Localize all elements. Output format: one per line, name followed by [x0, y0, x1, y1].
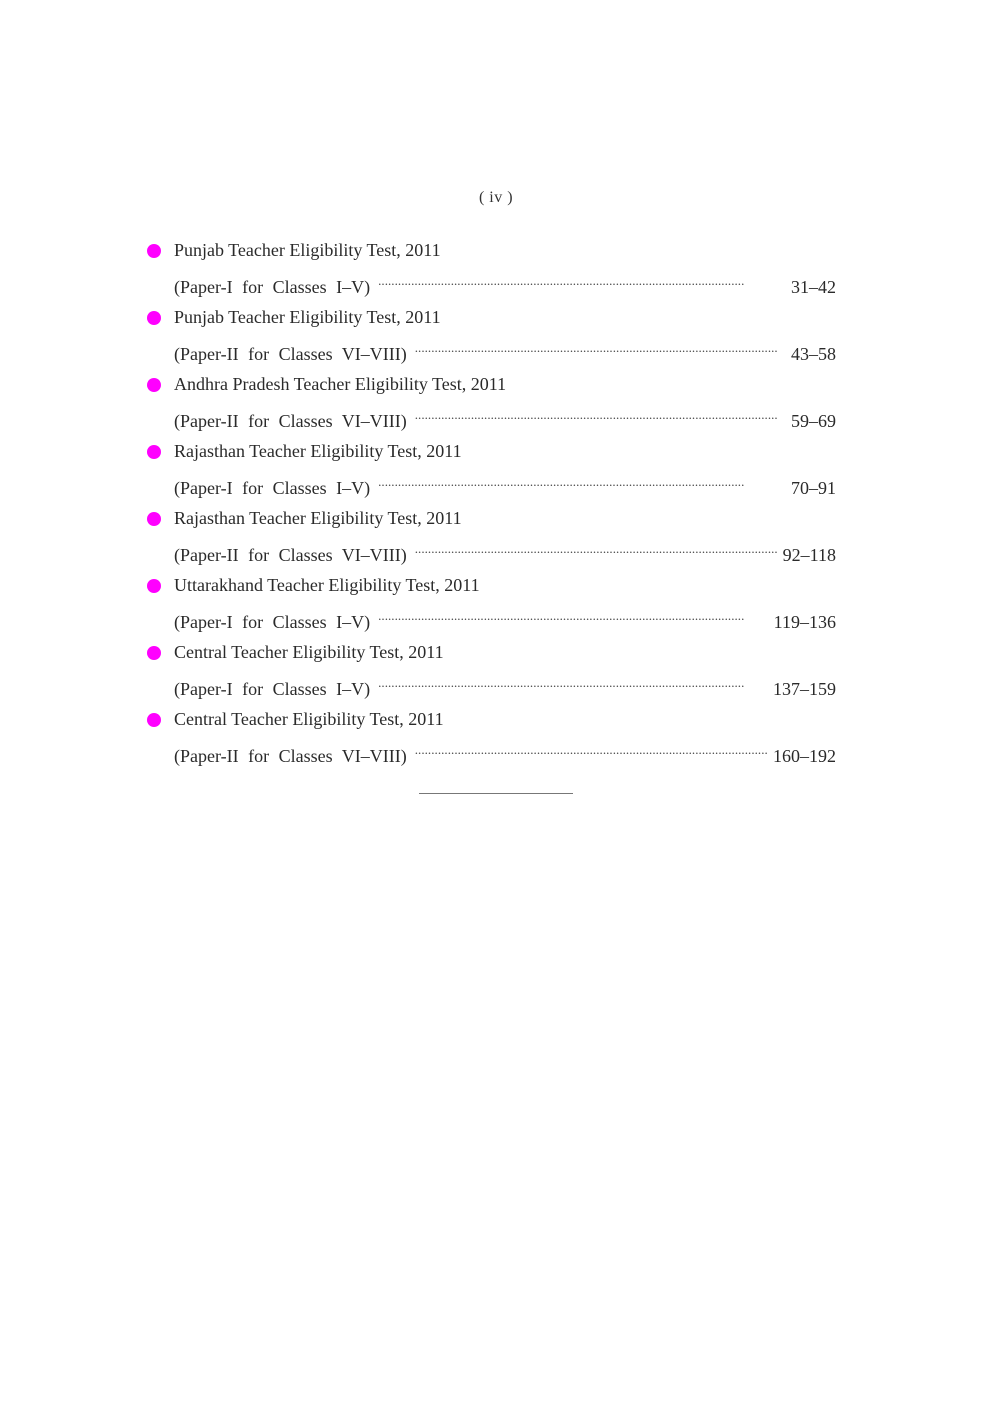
entry-title: Punjab Teacher Eligibility Test, 2011 [174, 240, 441, 260]
bullet-icon [147, 378, 161, 392]
toc-entry[interactable] [146, 370, 836, 437]
entry-subline [174, 336, 836, 364]
end-rule-divider [419, 793, 573, 794]
entry-subline [174, 269, 836, 297]
entry-title: Central Teacher Eligibility Test, 2011 [174, 642, 444, 662]
dot-leader [378, 604, 768, 628]
entry-subline [174, 738, 836, 766]
dot-leader [415, 403, 778, 427]
entry-pages: 59–69 [791, 411, 836, 431]
entry-pages: 31–42 [791, 277, 836, 297]
entry-paper: (Paper-II for Classes VI–VIII) [174, 344, 407, 364]
bullet-icon [147, 713, 161, 727]
entry-pages: 70–91 [791, 478, 836, 498]
bullet-icon [147, 244, 161, 258]
toc-entry[interactable] [146, 638, 836, 705]
entry-subline [174, 537, 836, 565]
entry-title: Uttarakhand Teacher Eligibility Test, 2011 [174, 575, 480, 595]
bullet-icon [147, 445, 161, 459]
table-of-contents [146, 236, 836, 772]
entry-paper: (Paper-I for Classes I–V) [174, 612, 371, 632]
dot-leader [415, 537, 777, 561]
entry-title: Andhra Pradesh Teacher Eligibility Test, 2011 [174, 374, 507, 394]
bullet-icon [147, 512, 161, 526]
entry-paper: (Paper-I for Classes I–V) [174, 679, 371, 699]
toc-entry[interactable] [146, 437, 836, 504]
entry-paper: (Paper-I for Classes I–V) [174, 478, 371, 498]
bullet-icon [147, 311, 161, 325]
entry-pages: 43–58 [791, 344, 836, 364]
dot-leader [415, 336, 778, 360]
toc-entry[interactable] [146, 504, 836, 571]
entry-pages: 160–192 [773, 746, 836, 766]
entry-paper: (Paper-II for Classes VI–VIII) [174, 545, 407, 565]
toc-entry[interactable] [146, 705, 836, 772]
entry-paper: (Paper-I for Classes I–V) [174, 277, 371, 297]
toc-entry[interactable] [146, 303, 836, 370]
toc-entry[interactable] [146, 236, 836, 303]
entry-subline [174, 671, 836, 699]
entry-paper: (Paper-II for Classes VI–VIII) [174, 411, 407, 431]
entry-pages: 137–159 [773, 679, 836, 699]
entry-subline [174, 403, 836, 431]
entry-subline [174, 604, 836, 632]
dot-leader [378, 269, 778, 293]
entry-title: Punjab Teacher Eligibility Test, 2011 [174, 307, 441, 327]
page-number: ( iv ) [478, 189, 514, 206]
bullet-icon [147, 646, 161, 660]
toc-entry[interactable] [146, 571, 836, 638]
dot-leader [378, 470, 778, 494]
bullet-icon [147, 579, 161, 593]
entry-title: Central Teacher Eligibility Test, 2011 [174, 709, 444, 729]
entry-title: Rajasthan Teacher Eligibility Test, 2011 [174, 441, 462, 461]
entry-pages: 119–136 [773, 612, 836, 632]
dot-leader [415, 738, 767, 762]
entry-paper: (Paper-II for Classes VI–VIII) [174, 746, 407, 766]
entry-pages: 92–118 [782, 545, 836, 565]
entry-subline [174, 470, 836, 498]
entry-title: Rajasthan Teacher Eligibility Test, 2011 [174, 508, 462, 528]
dot-leader [378, 671, 767, 695]
